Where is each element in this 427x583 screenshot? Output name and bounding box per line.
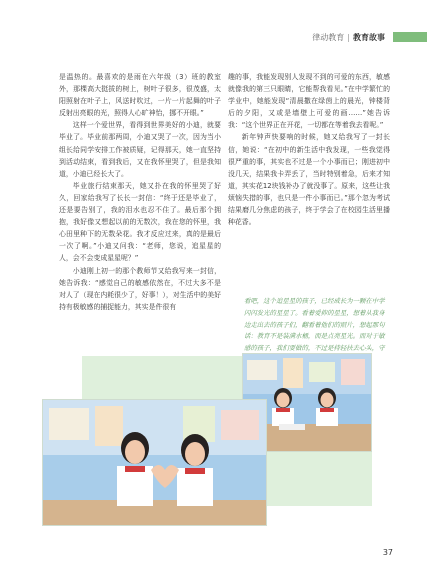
photo-heart-gesture-image: [43, 400, 266, 525]
paragraph: 小迪刚上初一的那个教师节又给我写来一封信，她告诉我：“感觉自己的敏感依然在，不过大多不是对人了（现在内耗很少了，好事！），对生活中的美好持有极敏感的捕捉能力，其实是件很有: [59, 266, 221, 311]
header-separator: |: [347, 32, 350, 42]
header-title: 教育故事: [353, 32, 385, 42]
caption-lead: 看吧，: [244, 297, 264, 305]
header-section: 律动教育: [312, 32, 345, 42]
paragraph: 是温热的。最喜欢的是雨在六年级（3）班的教室外，那棵高大挺拔的树上，树叶子很多，很茂盛，太阳照射在叶子上，风送时吹过，一片一片起舞的叶子反射出亮眼的光，照得人心旷神怡，挪不开眼。”: [59, 73, 221, 118]
paragraph: 毕业旅行结束那天，她又扑在我的怀里哭了好久，回家给我写了长长一封信：“终于还是毕业了，还是要告别了，我的泪水也忍不住了。最后那个拥抱，我好像又想起以前的无数次，我在您的怀里，我心田里种下的无数朵花。我才反应过来，真的是最后一次了啊。”小迪又问我：“老师，您说，追星星的人，会不会变成星星呢？”: [59, 181, 221, 263]
right-text-column: [228, 71, 390, 228]
paragraph: 这样一个爱世界，看得到世界美好的小迪，就要毕业了。毕业前那两周，小迪又哭了一次，因为当小组长给同学安排工作被质疑，记得那天，她一直坚持到活动结束，看到我后，又在我怀里哭了，但是我知道，小迪已经长大了。: [59, 121, 221, 178]
photo-heart-gesture: [42, 399, 267, 526]
caption-body: 这个追星星的孩子，已经成长为一颗在中学闪闪发光的星星了。看着爱抑的星星，想着从我身边走出去的孩子们，翻看着他们的照片，想起那句话：教育不是装满水桶，而是点亮星光。而对于敏感的孩子，我们要做的，不过是持轻扶去心头，守: [244, 297, 385, 353]
header-text: [312, 32, 385, 43]
paragraph: 新年钟声快要响的时候，她又给我写了一封长信，她说：“在初中的新生活中我发现，一些我觉得很严重的事，其实也不过是一个小事而已；刚进初中没几天，结果我卡弄丢了，当时特别着急，后来才知道，其实花12块钱补办了就没事了。原来，这些让我烦恼失措的事，也只是一件小事而已。”那个忽为考试结果磨几分焦虑的孩子，终于学会了在校园生活里播种花香。: [228, 133, 390, 227]
left-text-column: [59, 71, 221, 313]
page-number: 37: [382, 548, 393, 557]
page-header: [312, 30, 427, 44]
header-accent-bar: [393, 32, 427, 42]
paragraph: 趣的事，我能发现别人发现不到的可爱的东西，敏感就像我的第三只眼睛，它能帮我看见。”在中学繁忙的学业中，她能发现“清晨撒在绿茵上的晨光，钟楼背后的夕阳，又或是墙壁上可爱的画……”她告诉我：“这个世界正在开花，一切都在等着我去看呢。”: [228, 73, 390, 130]
